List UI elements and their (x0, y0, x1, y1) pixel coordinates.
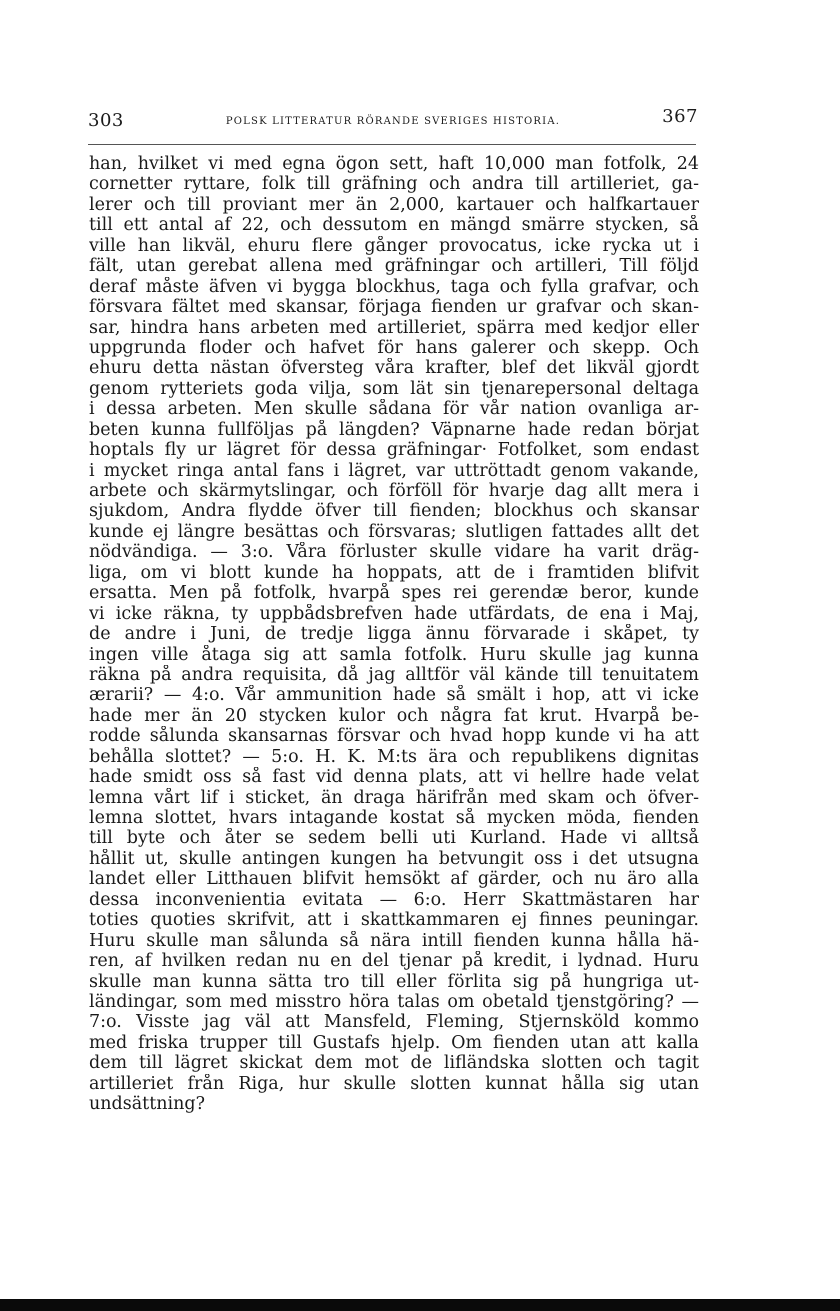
text-line: till byte och åter se sedem belli uti Kurland. Hade vi alltså (89, 828, 699, 849)
text-line: sar, hindra hans arbeten med artilleriet, spärra med kedjor eller (89, 317, 699, 338)
text-line: genom rytteriets goda vilja, som lät sin tjenarepersonal deltaga (89, 378, 699, 399)
text-line: artilleriet från Riga, hur skulle slotten kunnat hålla sig utan (89, 1073, 699, 1094)
text-line: uppgrunda floder och hafvet för hans galerer och skepp. Och (89, 337, 699, 358)
text-line: ersatta. Men på fotfolk, hvarpå spes rei gerendæ beror, kunde (89, 583, 699, 604)
text-line: dessa inconvenientia evitata — 6:o. Herr Skattmästaren har (89, 889, 699, 910)
text-line: till ett antal af 22, och dessutom en mängd smärre stycken, så (89, 215, 699, 236)
text-line: de andre i Juni, de tredje ligga ännu förvarade i skåpet, ty (89, 624, 699, 645)
text-line: hade mer än 20 stycken kulor och några fat krut. Hvarpå be- (89, 705, 699, 726)
scan-bottom-edge (0, 1299, 840, 1311)
text-line: sjukdom, Andra flydde öfver till fienden; blockhus och skansar (89, 501, 699, 522)
text-line: 7:o. Visste jag väl att Mansfeld, Fleming, Stjernsköld kommo (89, 1012, 699, 1033)
text-line: ehuru detta nästan öfversteg våra krafter, blef det likväl gjordt (89, 358, 699, 379)
text-line: i mycket ringa antal fans i lägret, var uttröttadt genom vakande, (89, 460, 699, 481)
text-line: ville han likväl, ehuru flere gånger provocatus, icke rycka ut i (89, 235, 699, 256)
text-line: fält, utan gerebat allena med gräfningar och artilleri, Till följd (89, 256, 699, 277)
text-line: lemna vårt lif i sticket, än draga härifrån med skam och öfver- (89, 787, 699, 808)
text-line: räkna på andra requisita, då jag alltför väl kände till tenuitatem (89, 664, 699, 685)
text-line: dem till lägret skickat dem mot de lifländska slotten och tagit (89, 1053, 699, 1074)
text-line: ingen ville åtaga sig att samla fotfolk. Huru skulle jag kunna (89, 644, 699, 665)
header-rule (88, 144, 696, 145)
text-line: nödvändiga. — 3:o. Våra förluster skulle vidare ha varit dräg- (89, 542, 699, 563)
running-title: POLSK LITTERATUR RÖRANDE SVERIGES HISTORIA. (225, 116, 561, 127)
text-line: med friska trupper till Gustafs hjelp. Om fienden utan att kalla (89, 1032, 699, 1053)
text-line: försvara fältet med skansar, förjaga fienden ur grafvar och skan- (89, 297, 699, 318)
text-line: Huru skulle man sålunda så nära intill fienden kunna hålla hä- (89, 930, 699, 951)
text-line: behålla slottet? — 5:o. H. K. M:ts ära och republikens dignitas (89, 746, 699, 767)
text-line: skulle man kunna sätta tro till eller förlita sig på hungriga ut- (89, 971, 699, 992)
body-text (89, 154, 699, 1115)
text-line: deraf måste äfven vi bygga blockhus, taga och fylla grafvar, och (89, 276, 699, 297)
page-number-right: 367 (662, 106, 698, 127)
text-line: vi icke räkna, ty uppbådsbrefven hade utfärdats, de ena i Maj, (89, 603, 699, 624)
text-line: ærarii? — 4:o. Vår ammunition hade så smält i hop, att vi icke (89, 685, 699, 706)
text-line: toties quoties skrifvit, att i skattkammaren ej finnes peuningar. (89, 910, 699, 931)
text-line: undsättning? (89, 1094, 205, 1115)
text-line: kunde ej längre besättas och försvaras; slutligen fattades allt det (89, 521, 699, 542)
text-line: ländingar, som med misstro höra talas om obetald tjenstgöring? — (89, 991, 699, 1012)
text-line: lemna slottet, hvars intagande kostat så mycken möda, fienden (89, 808, 699, 828)
text-line: liga, om vi blott kunde ha hoppats, att de i framtiden blifvit (89, 562, 699, 583)
text-line: arbete och skärmytslingar, och förföll för hvarje dag allt mera i (89, 481, 699, 501)
text-line: rodde sålunda skansarnas försvar och hvad hopp kunde vi ha att (89, 726, 699, 747)
text-line: hållit ut, skulle antingen kungen ha betvungit oss i det utsugna (89, 848, 699, 869)
text-line: hoptals fly ur lägret för dessa gräfningar· Fotfolket, som endast (89, 440, 699, 461)
text-line: i dessa arbeten. Men skulle sådana för vår nation ovanliga ar- (89, 399, 699, 420)
text-line: han, hvilket vi med egna ögon sett, haft 10,000 man fotfolk, 24 (89, 154, 699, 174)
text-line: lerer och till proviant mer än 2,000, kartauer och halfkartauer (89, 194, 699, 215)
text-line: landet eller Litthauen blifvit hemsökt af gärder, och nu äro alla (89, 869, 699, 890)
text-line: ren, af hvilken redan nu en del tjenar på kredit, i lydnad. Huru (89, 951, 699, 972)
page-number-left: 303 (88, 110, 124, 131)
text-line: beten kunna fullföljas på längden? Väpnarne hade redan börjat (89, 419, 699, 440)
text-line: cornetter ryttare, folk till gräfning och andra till artilleriet, ga- (89, 174, 699, 195)
text-line: hade smidt oss så fast vid denna plats, att vi hellre hade velat (89, 767, 699, 788)
running-head (88, 106, 698, 140)
